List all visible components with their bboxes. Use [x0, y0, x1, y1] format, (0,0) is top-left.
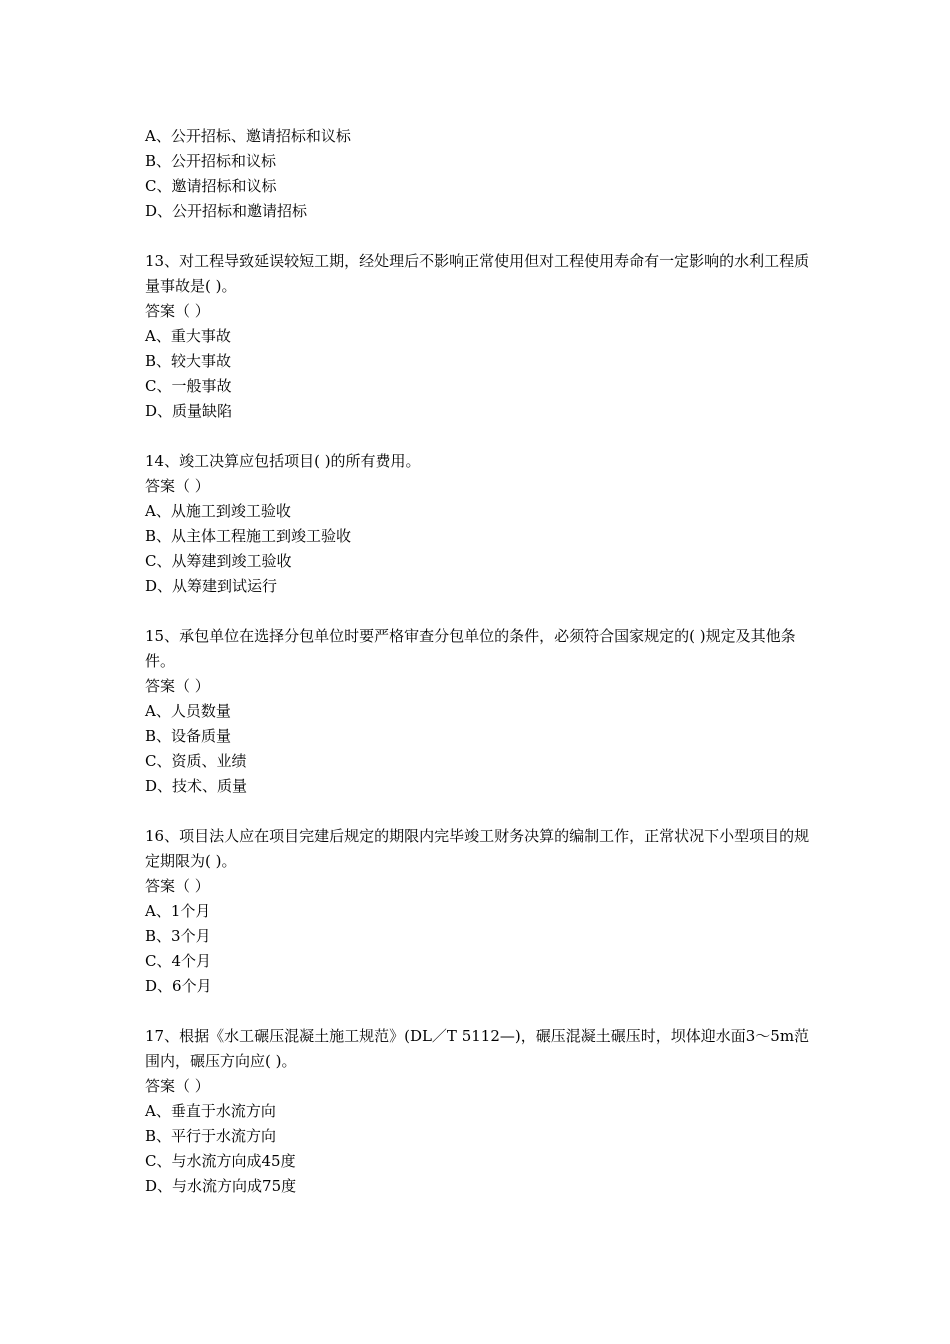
- answer-label: 答案（ ）: [145, 677, 210, 695]
- option-b: B、设备质量: [145, 727, 232, 745]
- option-a: A、垂直于水流方向: [145, 1102, 276, 1120]
- option-d: D、质量缺陷: [145, 402, 233, 420]
- option-a: A、1个月: [145, 902, 211, 920]
- option-c: C、与水流方向成45度: [145, 1152, 296, 1170]
- question-15: [145, 624, 810, 799]
- question-text: 17、根据《水工碾压混凝土施工规范》(DL／T 5112—)，碾压混凝土碾压时，坝体迎水面3～5m范围内，碾压方向应( )。: [145, 1027, 810, 1070]
- option-b: B、从主体工程施工到竣工验收: [145, 527, 352, 545]
- question-text: 14、竣工决算应包括项目( )的所有费用。: [145, 452, 421, 470]
- document-page: [145, 124, 810, 1224]
- option-d: D、与水流方向成75度: [145, 1177, 297, 1195]
- answer-label: 答案（ ）: [145, 1077, 210, 1095]
- question-16: [145, 824, 810, 999]
- option-c: C、4个月: [145, 952, 212, 970]
- option-a: A、从施工到竣工验收: [145, 502, 291, 520]
- option-c: C、邀请招标和议标: [145, 177, 277, 195]
- question-17: [145, 1024, 810, 1199]
- question-text: 13、对工程导致延误较短工期，经处理后不影响正常使用但对工程使用寿命有一定影响的水利工程质量事故是( )。: [145, 252, 810, 295]
- answer-label: 答案（ ）: [145, 877, 210, 895]
- option-b: B、公开招标和议标: [145, 152, 277, 170]
- option-a: A、公开招标、邀请招标和议标: [145, 127, 351, 145]
- answer-label: 答案（ ）: [145, 302, 210, 320]
- option-b: B、较大事故: [145, 352, 232, 370]
- option-c: C、一般事故: [145, 377, 232, 395]
- question-13: [145, 249, 810, 424]
- previous-question-options: [145, 124, 810, 224]
- option-a: A、重大事故: [145, 327, 231, 345]
- option-b: B、平行于水流方向: [145, 1127, 277, 1145]
- question-14: [145, 449, 810, 599]
- answer-label: 答案（ ）: [145, 477, 210, 495]
- question-text: 16、项目法人应在项目完建后规定的期限内完毕竣工财务决算的编制工作，正常状况下小型项目的规定期限为( )。: [145, 827, 810, 870]
- option-c: C、从筹建到竣工验收: [145, 552, 292, 570]
- question-text: 15、承包单位在选择分包单位时要严格审查分包单位的条件，必须符合国家规定的( )规定及其他条件。: [145, 627, 796, 670]
- option-a: A、人员数量: [145, 702, 231, 720]
- option-d: D、公开招标和邀请招标: [145, 202, 308, 220]
- option-c: C、资质、业绩: [145, 752, 247, 770]
- option-b: B、3个月: [145, 927, 211, 945]
- option-d: D、从筹建到试运行: [145, 577, 278, 595]
- option-d: D、6个月: [145, 977, 212, 995]
- option-d: D、技术、质量: [145, 777, 248, 795]
